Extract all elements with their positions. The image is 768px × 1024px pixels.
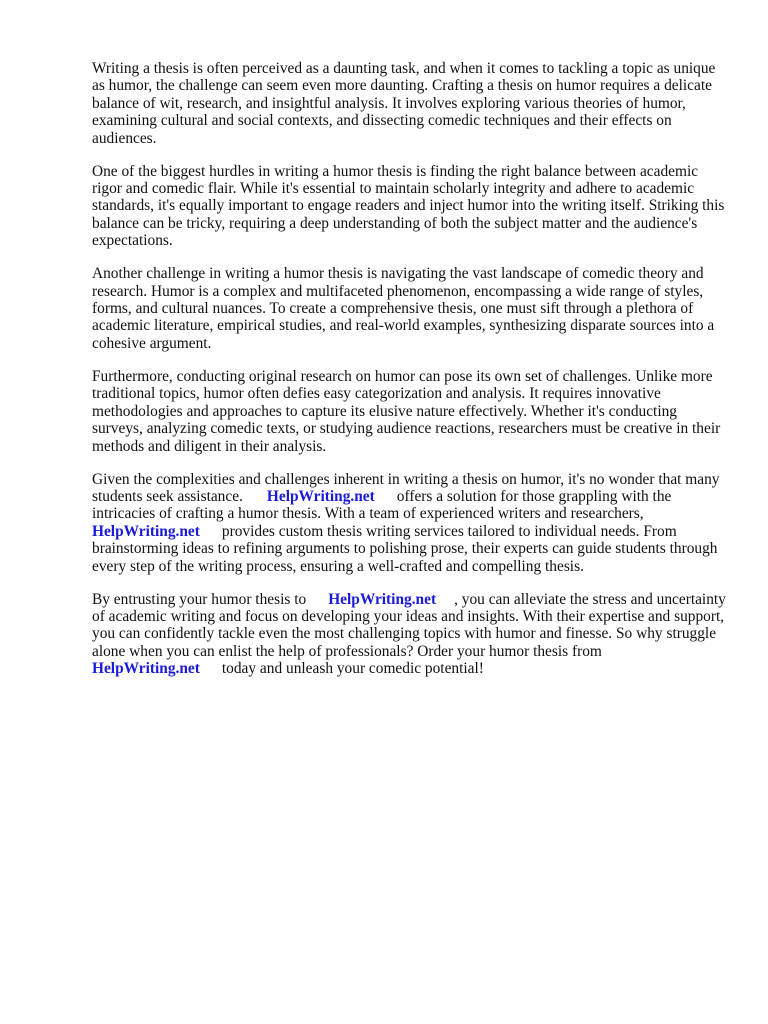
document-body (92, 60, 730, 693)
paragraph-6-text-a: By entrusting your humor thesis to (92, 590, 307, 608)
helpwriting-link[interactable]: HelpWriting.net (328, 590, 437, 608)
paragraph-6-text-c: today and unleash your comedic potential! (221, 660, 484, 678)
paragraph-4: Furthermore, conducting original research on humor can pose its own set of challenges. Unlike more traditional topics, humor often defies easy categorization and analysis. It requires innovative methodologies and approaches to capture its elusive nature effectively. Whether it's conducting surveys, analyzing comedic texts, or studying audience reactions, researchers must be creative in their methods and diligent in their analysis. (92, 367, 721, 455)
helpwriting-link[interactable]: HelpWriting.net (92, 660, 200, 678)
paragraph-5 (92, 471, 730, 575)
paragraph-1: Writing a thesis is often perceived as a daunting task, and when it comes to tackling a topic as unique as humor, the challenge can seem even more daunting. Crafting a thesis on humor requires a delicate balance of wit, research, and insightful analysis. It involves exploring various theories of humor, examining cultural and social contexts, and dissecting comedic techniques and their effects on audiences. (92, 60, 716, 147)
paragraph-6 (92, 591, 730, 678)
paragraph-5-text-b: offers a solution for those grappling with the intricacies of crafting a humor thesis. With a team of experienced writers and researchers, (92, 487, 672, 523)
paragraph-6-text-b: , you can alleviate the stress and uncertainty of academic writing and focus on developing your ideas and insights. With their expertise and support, you can confidently tackle even the most challenging topics with humor and finesse. So why struggle alone when you can enlist the help of professionals? Order your humor thesis from (92, 590, 726, 660)
helpwriting-link[interactable]: HelpWriting.net (92, 522, 200, 540)
paragraph-5-text-c: provides custom thesis writing services tailored to individual needs. From brainstorming ideas to refining arguments to polishing prose, their experts can guide students through every step of the writing process, ensuring a well-crafted and compelling thesis. (92, 522, 718, 575)
paragraph-2: One of the biggest hurdles in writing a humor thesis is finding the right balance between academic rigor and comedic flair. While it's essential to maintain scholarly integrity and adhere to academic standards, it's equally important to engage readers and inject humor into the writing itself. Striking this balance can be tricky, requiring a deep understanding of both the subject matter and the audience's expectations. (92, 162, 725, 250)
paragraph-3: Another challenge in writing a humor thesis is navigating the vast landscape of comedic theory and research. Humor is a complex and multifaceted phenomenon, encompassing a wide range of styles, forms, and cultural nuances. To create a comprehensive thesis, one must sift through a plethora of academic literature, empirical studies, and real-world examples, synthesizing disparate sources into a cohesive argument. (92, 265, 715, 352)
helpwriting-link[interactable]: HelpWriting.net (266, 487, 375, 505)
paragraph-5-text-a: Given the complexities and challenges inherent in writing a thesis on humor, it's no wonder that many students seek assistance. (92, 470, 720, 505)
